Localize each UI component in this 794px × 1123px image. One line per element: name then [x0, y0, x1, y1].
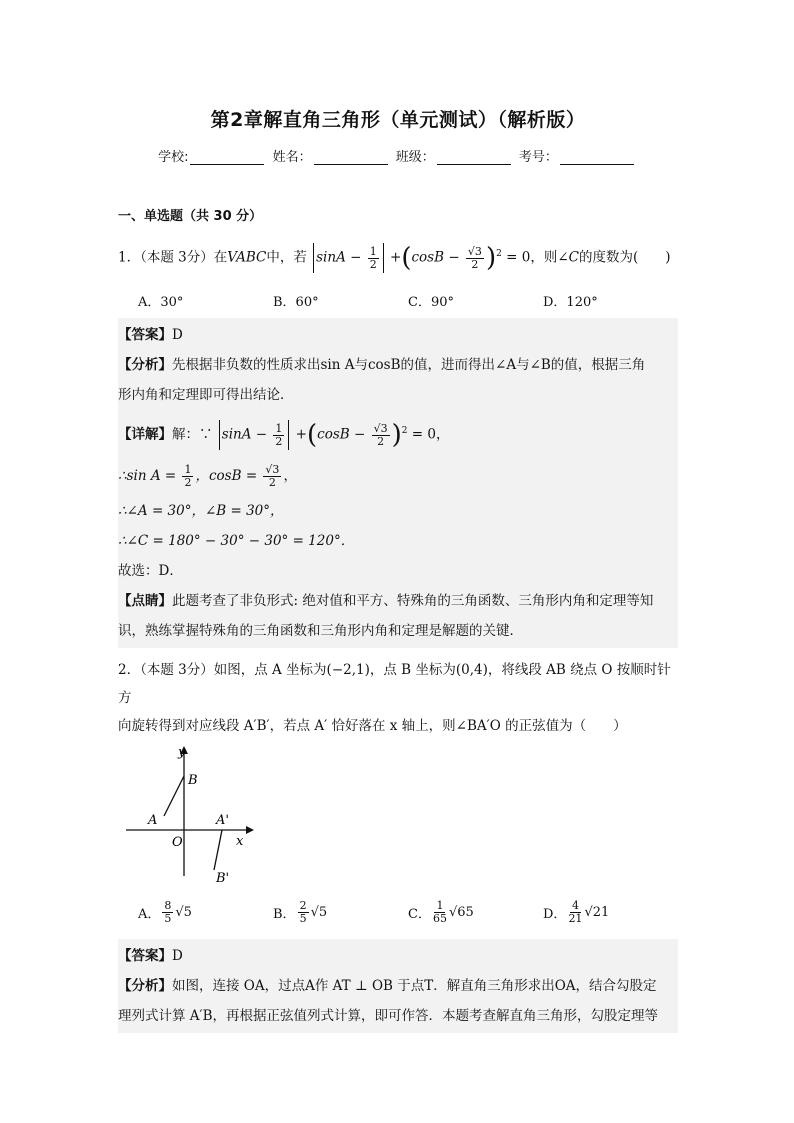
q2-a-frac: [162, 900, 173, 925]
question-1: 1．（本题 3分）在VABC中，若 sinA − $\frac{1}{2}$ +(cosB − $\frac{√3}{2}$ )$^2$ = 0，则∠C的度数为( ): [118, 243, 671, 273]
student-info-line: [118, 146, 678, 165]
analysis-tag: 【分析】: [118, 357, 172, 373]
x-label: x: [236, 834, 244, 849]
q2-d-frac: [568, 900, 582, 925]
q1-frac-sqrt: [466, 246, 484, 271]
abs-bar-right: [383, 243, 384, 273]
q1-frac-den: 2: [369, 257, 377, 271]
q1-detail-line: 【详解】解：∵ sinA − $\frac{1}{2}$ +(cosB − $\frac{√3}{2}$ )$^2$ = 0，: [118, 420, 450, 450]
detail-start: 解：∵: [172, 426, 213, 443]
answer-tag: 【答案】: [118, 327, 172, 343]
detail-cos: cosB −: [317, 426, 366, 443]
q2-options: [118, 900, 678, 925]
review-text-1: 此题考查了非负形式: 绝对值和平方、特殊角的三角函数、三角形内角和定理等知: [172, 593, 654, 609]
q1-tail: 的度数为( ): [578, 249, 671, 266]
q1-triangle: VABC: [227, 249, 267, 266]
paren-left: (: [401, 243, 412, 273]
q2-c-label: C．: [408, 907, 431, 922]
q2-c-rad: √65: [448, 905, 474, 920]
q2-analysis-line-1: [118, 971, 678, 1001]
q2-option-b[interactable]: [273, 900, 408, 925]
step1-den: 2: [184, 476, 192, 489]
q2-line-2: 向旋转得到对应线段 A′B′，若点 A′ 恰好落在 x 轴上，则∠BA′O 的正弦值为（ ）: [118, 718, 627, 734]
q2-a-label: A．: [138, 907, 161, 922]
step1-sqrt-den: 2: [268, 476, 276, 489]
section-heading: 一、单选题（共 30 分）: [118, 209, 263, 224]
q1-frac-num: 1: [369, 244, 377, 258]
point-b-label: B: [188, 773, 198, 788]
q1-sqrt-num: √3: [467, 244, 482, 258]
step1-tail: ，: [283, 468, 297, 484]
detail-paren-left: (: [307, 420, 318, 450]
detail-sqrt-num: √3: [373, 421, 388, 435]
detail-square: 2: [401, 426, 408, 436]
q2-solution-block: [118, 939, 678, 1033]
q1-review-line-2: 识，熟练掌握特殊角的三角函数和三角形内角和定理是解题的关键．: [118, 623, 523, 639]
q2-c-frac: [433, 900, 447, 925]
q1-step-3: ∴∠C = 180° − 30° − 30° = 120°．: [118, 533, 355, 549]
name-blank[interactable]: [314, 151, 388, 165]
q2-c-num: 1: [436, 899, 444, 912]
abs-bar-left: [313, 243, 314, 273]
detail-paren-right: ): [391, 420, 402, 450]
q2-c-den: 65: [432, 912, 447, 925]
q1-square: 2: [496, 249, 502, 259]
q2-answer-tag: 【答案】: [118, 948, 172, 964]
document-title: 第2章解直角三角形（单元测试）（解析版）: [210, 109, 586, 131]
q1-mid: 中，若: [266, 249, 307, 266]
q1-step-2: ∴∠A = 30°，∠B = 30°，: [118, 503, 284, 519]
step1-sin: ∴sin A =: [118, 468, 177, 484]
q2-b-num: 2: [299, 899, 307, 912]
q1-answer-line: [118, 320, 678, 350]
number-blank[interactable]: [560, 151, 634, 165]
q1-frac-half: [368, 246, 379, 271]
detail-abs-right: [288, 420, 289, 450]
segment-a2b2: [214, 830, 222, 870]
class-blank[interactable]: [437, 151, 511, 165]
detail-eq: = 0，: [411, 426, 450, 443]
q1-sin: sinA −: [316, 249, 362, 266]
q2-d-num: 4: [571, 899, 579, 912]
q2-d-label: D．: [543, 907, 567, 922]
q2-b-den: 5: [299, 912, 307, 925]
q2-b-label: B．: [273, 907, 296, 922]
school-label: 学校:: [158, 150, 189, 165]
detail-abs-left: [219, 420, 220, 450]
coordinate-diagram: [126, 746, 266, 886]
point-a-prime-label: A': [216, 813, 229, 828]
detail-tag: 【详解】: [118, 426, 172, 443]
q1-angle: ∠C: [557, 249, 579, 266]
answer-value: D: [172, 327, 183, 343]
q2-a-den: 5: [164, 912, 172, 925]
point-a-label: A: [148, 813, 158, 828]
q1-sqrt-den: 2: [471, 257, 479, 271]
detail-den: 2: [275, 434, 283, 448]
segment-ab: [164, 776, 184, 816]
q1-review-line-1: [118, 586, 678, 616]
q2-option-d[interactable]: [543, 900, 678, 925]
q2-a-num: 8: [164, 899, 172, 912]
detail-sqrt-den: 2: [377, 434, 385, 448]
origin-label: O: [172, 835, 183, 850]
q2-d-rad: √21: [584, 905, 610, 920]
step1-cos: ，cosB =: [195, 468, 258, 484]
detail-num: 1: [275, 421, 283, 435]
q1-analysis-line-2: 形内角和定理即可得出结论．: [118, 387, 294, 403]
q2-b-rad: √5: [310, 905, 328, 920]
q1-solution-block: [118, 318, 678, 648]
analysis-text-1: 先根据非负数的性质求出sin A与cosB的值，进而得出∠A与∠B的值，根据三角: [172, 357, 646, 373]
q2-answer-value: D: [172, 948, 183, 964]
step1-frac: [182, 464, 193, 489]
q1-option-d[interactable]: D．120°: [543, 295, 598, 310]
step1-sqrt-num: √3: [265, 463, 280, 476]
q1-option-a[interactable]: A．30°: [138, 295, 184, 310]
q2-analysis-text-1: 如图，连接 OA，过点A作 AT ⊥ OB 于点T．解直角三角形求出OA，结合勾股定: [172, 978, 657, 994]
school-blank[interactable]: [190, 151, 264, 165]
step1-frac-sqrt: [263, 464, 281, 489]
q2-answer-line: [118, 941, 678, 971]
q1-cos: cosB −: [411, 249, 460, 266]
q1-choose: 故选：D．: [118, 563, 183, 579]
q2-line-1: 2．（本题 3分）如图，点 A 坐标为(−2,1)，点 B 坐标为(0,4)，将线段 AB 绕点 O 按顺时针方: [118, 662, 671, 706]
detail-sin: sinA −: [221, 426, 268, 443]
q1-eq: = 0，则: [506, 249, 558, 266]
q1-step-1: [118, 456, 678, 496]
q1-option-b[interactable]: B．60°: [273, 295, 319, 310]
q1-analysis-line-1: [118, 350, 678, 380]
q2-figure: [126, 746, 678, 890]
y-label: y: [178, 746, 186, 760]
review-tag: 【点睛】: [118, 593, 172, 609]
q2-option-c[interactable]: [408, 900, 543, 925]
detail-frac-sqrt: [372, 423, 390, 448]
name-label: 姓名：: [272, 150, 312, 165]
step1-num: 1: [184, 463, 192, 476]
q2-b-frac: [298, 900, 309, 925]
q2-a-rad: √5: [175, 905, 192, 920]
question-2: [118, 656, 678, 740]
q1-option-c[interactable]: C．90°: [408, 295, 454, 310]
class-label: 班级：: [395, 150, 435, 165]
point-b-prime-label: B': [216, 871, 230, 886]
q1-options: [118, 291, 678, 310]
detail-frac-half: [273, 423, 284, 448]
q2-d-den: 21: [568, 912, 583, 925]
document-page: [118, 100, 678, 1033]
q2-analysis-line-2: 理列式计算 A′B，再根据正弦值列式计算，即可作答．本题考查解直角三角形，勾股定理等: [118, 1008, 659, 1024]
q1-prefix: 1．（本题 3分）在: [118, 249, 228, 266]
x-axis-arrow: [246, 826, 254, 834]
number-label: 考号：: [518, 150, 558, 165]
q2-option-a[interactable]: [138, 900, 273, 925]
paren-right: ): [485, 243, 497, 273]
q2-analysis-tag: 【分析】: [118, 978, 172, 994]
